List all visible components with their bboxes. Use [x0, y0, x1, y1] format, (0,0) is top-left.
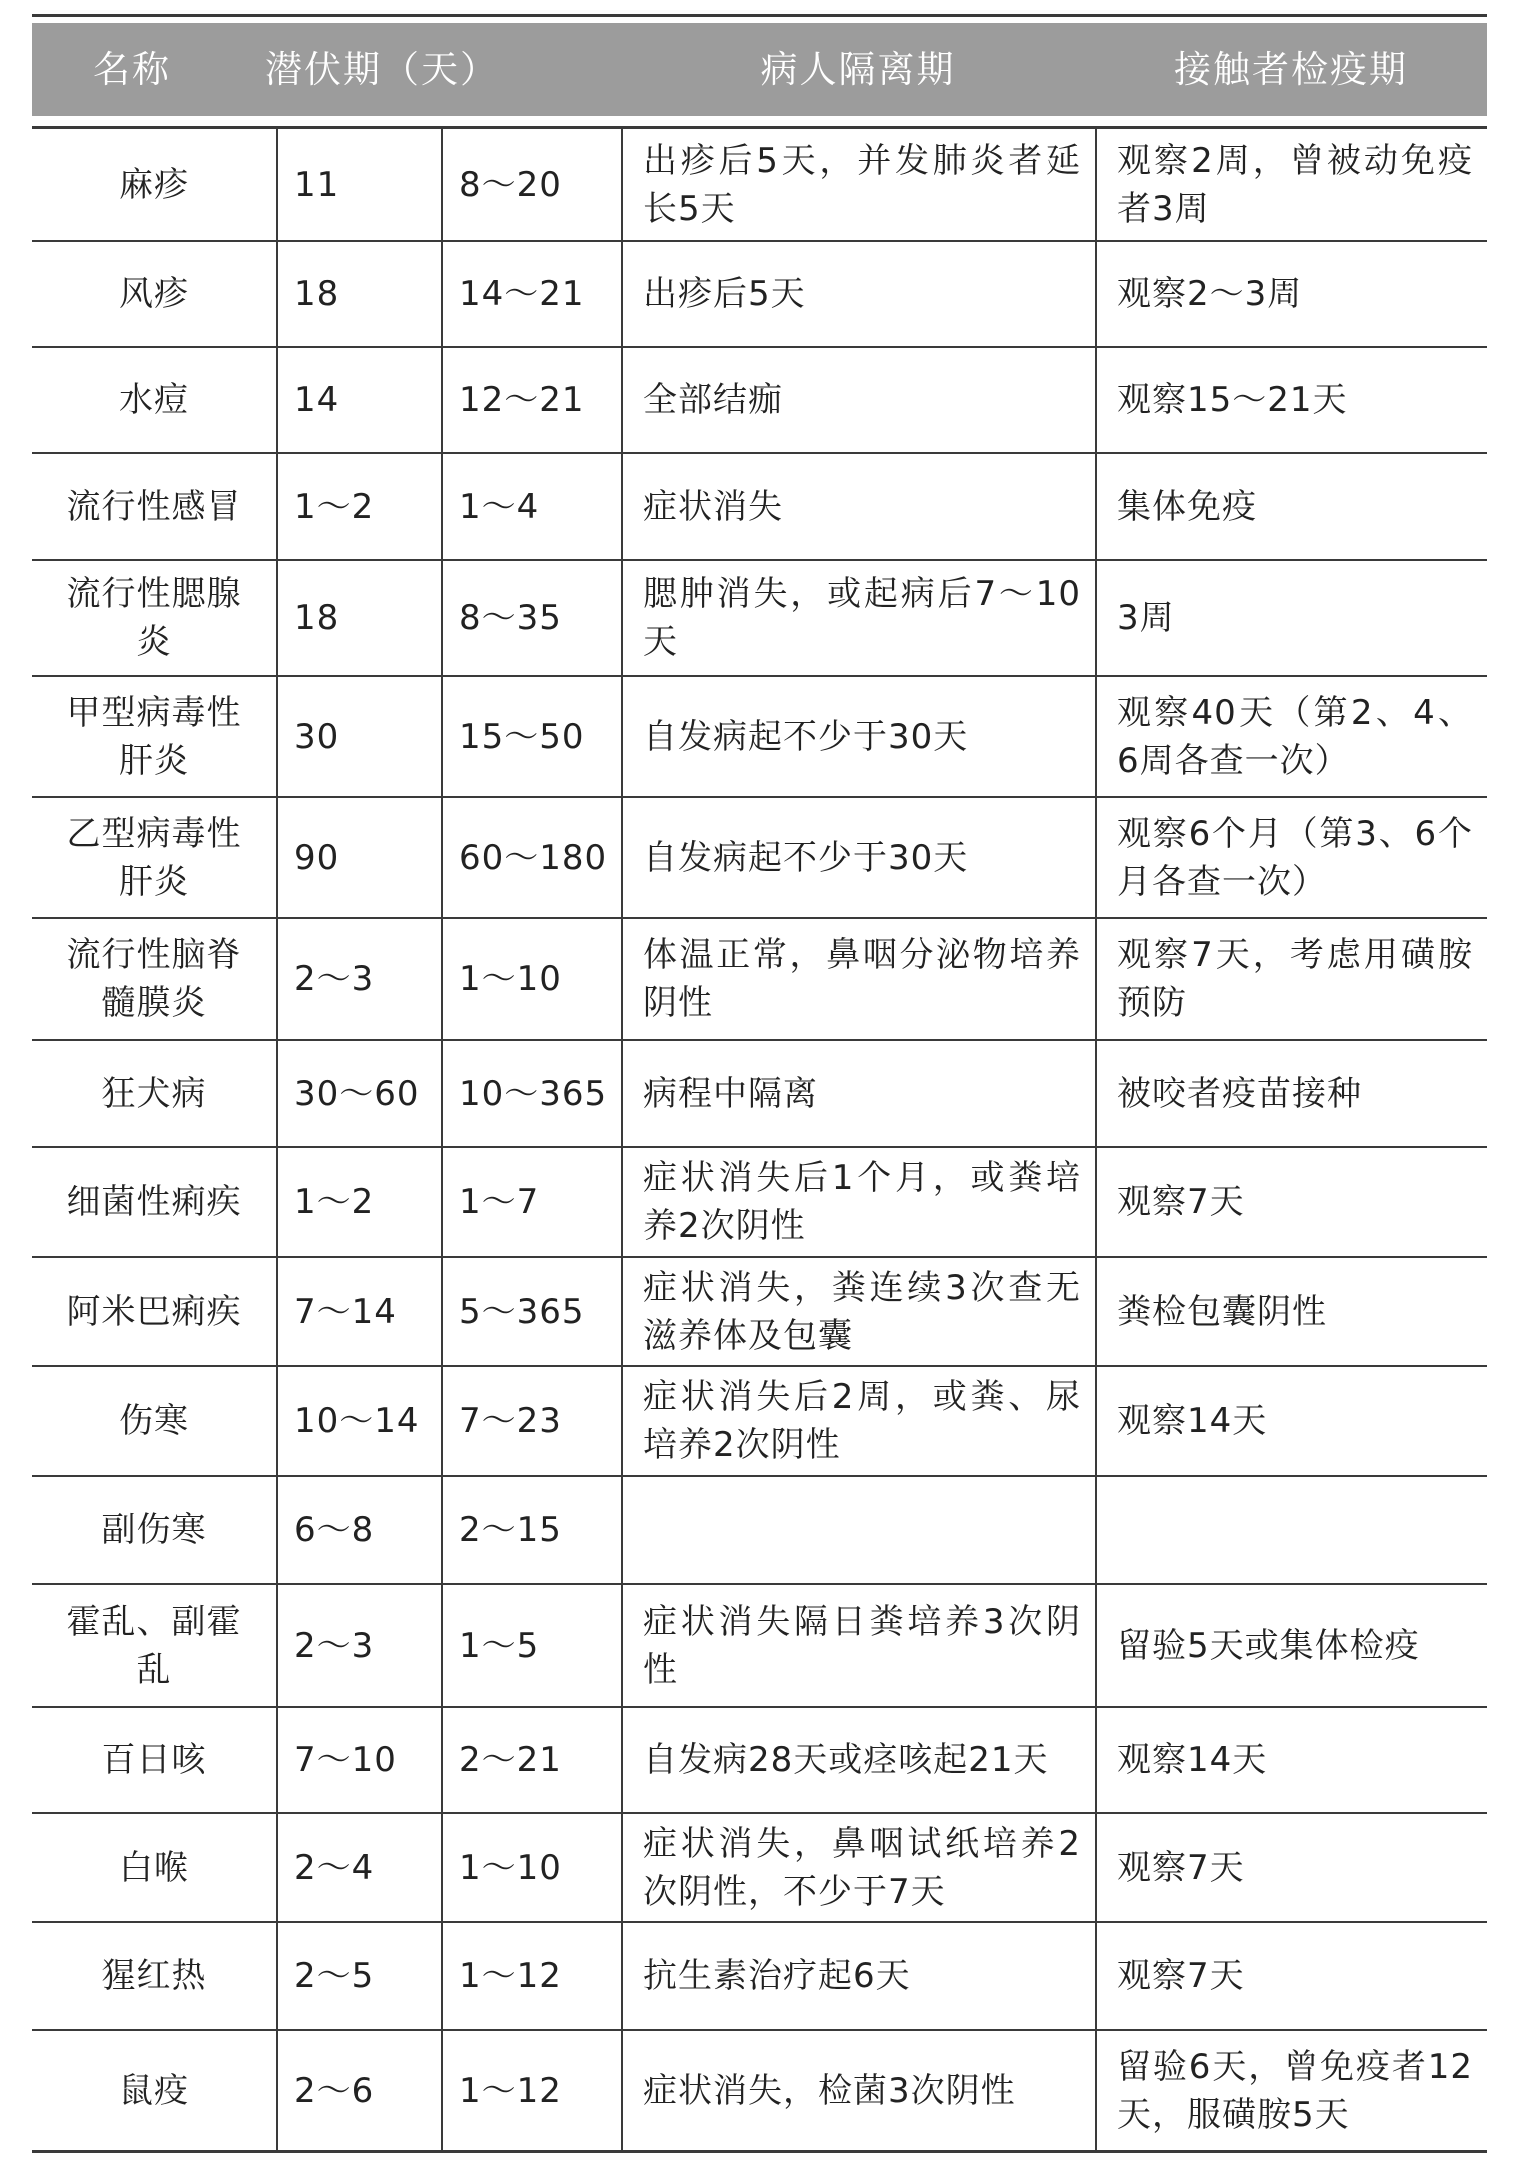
- cell-range: 8～20: [441, 129, 621, 240]
- cell-range: 10～365: [441, 1041, 621, 1146]
- cell-isolation: 症状消失后1个月，或粪培养2次阴性: [621, 1148, 1095, 1256]
- cell-quarantine: 观察7天: [1095, 1814, 1487, 1921]
- cell-isolation: 全部结痂: [621, 348, 1095, 452]
- cell-range: 14～21: [441, 242, 621, 346]
- table-body: [32, 129, 1487, 2153]
- cell-typical: 30: [276, 677, 441, 796]
- cell-quarantine: 观察7天: [1095, 1148, 1487, 1256]
- cell-isolation: [621, 1477, 1095, 1583]
- cell-isolation: 自发病28天或痉咳起21天: [621, 1708, 1095, 1812]
- cell-quarantine: 3周: [1095, 561, 1487, 675]
- cell-range: 5～365: [441, 1258, 621, 1365]
- table-row: [32, 1923, 1487, 2031]
- header-quarantine: 接触者检疫期: [1174, 48, 1408, 91]
- cell-isolation: 体温正常，鼻咽分泌物培养阴性: [621, 919, 1095, 1039]
- cell-typical: 7～14: [276, 1258, 441, 1365]
- table-row: [32, 1041, 1487, 1148]
- cell-quarantine: 观察15～21天: [1095, 348, 1487, 452]
- table-row: [32, 1585, 1487, 1708]
- cell-typical: 90: [276, 798, 441, 917]
- cell-quarantine: 观察6个月（第3、6个月各查一次）: [1095, 798, 1487, 917]
- cell-name: 水痘: [119, 380, 189, 420]
- cell-isolation: 出疹后5天，并发肺炎者延长5天: [621, 129, 1095, 240]
- table-row: [32, 348, 1487, 454]
- cell-quarantine: 观察2周，曾被动免疫者3周: [1095, 129, 1487, 240]
- cell-name: 乙型病毒性肝炎: [66, 813, 242, 902]
- cell-typical: 1～2: [276, 1148, 441, 1256]
- cell-typical: 7～10: [276, 1708, 441, 1812]
- cell-name: 白喉: [119, 1847, 189, 1888]
- cell-typical: 2～5: [276, 1923, 441, 2029]
- cell-isolation: 自发病起不少于30天: [621, 798, 1095, 917]
- cell-range: 2～15: [441, 1477, 621, 1583]
- table-row: [32, 1148, 1487, 1258]
- cell-quarantine: 留验6天，曾免疫者12天，服磺胺5天: [1095, 2031, 1487, 2150]
- cell-name: 流行性脑脊髓膜炎: [66, 935, 242, 1023]
- cell-range: 1～10: [441, 1814, 621, 1921]
- cell-isolation: 症状消失，检菌3次阴性: [621, 2031, 1095, 2150]
- table-row: [32, 1367, 1487, 1477]
- cell-name: 阿米巴痢疾: [66, 1291, 242, 1332]
- table-header: [32, 23, 1487, 116]
- header-isolation: 病人隔离期: [760, 48, 956, 91]
- cell-quarantine: 被咬者疫苗接种: [1095, 1041, 1487, 1146]
- cell-range: 60～180: [441, 798, 621, 917]
- cell-quarantine: 观察7天: [1095, 1923, 1487, 2029]
- cell-isolation: 病程中隔离: [621, 1041, 1095, 1146]
- cell-isolation: 症状消失后2周，或粪、尿培养2次阴性: [621, 1367, 1095, 1475]
- cell-quarantine: 粪检包囊阴性: [1095, 1258, 1487, 1365]
- cell-isolation: 症状消失，粪连续3次查无滋养体及包囊: [621, 1258, 1095, 1365]
- cell-name: 风疹: [119, 274, 189, 314]
- cell-quarantine: 留验5天或集体检疫: [1095, 1585, 1487, 1706]
- table-top-rule: [32, 14, 1487, 17]
- cell-isolation: 腮肿消失，或起病后7～10天: [621, 561, 1095, 675]
- cell-isolation: 症状消失，鼻咽试纸培养2次阴性，不少于7天: [621, 1814, 1095, 1921]
- cell-name: 细菌性痢疾: [66, 1182, 242, 1222]
- cell-range: 1～12: [441, 1923, 621, 2029]
- cell-name: 猩红热: [101, 1956, 207, 1996]
- cell-quarantine: 观察14天: [1095, 1708, 1487, 1812]
- table-row: [32, 1477, 1487, 1585]
- cell-name: 麻疹: [119, 164, 189, 205]
- table-row: [32, 1814, 1487, 1923]
- cell-name: 百日咳: [101, 1740, 207, 1780]
- cell-name: 鼠疫: [119, 2070, 189, 2111]
- cell-range: 2～21: [441, 1708, 621, 1812]
- table-row: [32, 454, 1487, 561]
- cell-typical: 10～14: [276, 1367, 441, 1475]
- cell-typical: 6～8: [276, 1477, 441, 1583]
- cell-isolation: 症状消失: [621, 454, 1095, 559]
- cell-typical: 18: [276, 242, 441, 346]
- cell-quarantine: 观察7天，考虑用磺胺预防: [1095, 919, 1487, 1039]
- cell-typical: 30～60: [276, 1041, 441, 1146]
- cell-name: 霍乱、副霍乱: [66, 1601, 242, 1690]
- table-row: [32, 1258, 1487, 1367]
- cell-range: 15～50: [441, 677, 621, 796]
- header-name: 名称: [93, 48, 171, 91]
- cell-name: 伤寒: [119, 1401, 189, 1441]
- cell-name: 流行性腮腺炎: [66, 574, 242, 662]
- cell-range: 1～10: [441, 919, 621, 1039]
- table-row: [32, 2031, 1487, 2153]
- cell-range: 8～35: [441, 561, 621, 675]
- cell-typical: 2～3: [276, 919, 441, 1039]
- cell-isolation: 症状消失隔日粪培养3次阴性: [621, 1585, 1095, 1706]
- cell-range: 1～4: [441, 454, 621, 559]
- cell-quarantine: 观察14天: [1095, 1367, 1487, 1475]
- cell-range: 1～5: [441, 1585, 621, 1706]
- cell-typical: 2～3: [276, 1585, 441, 1706]
- cell-range: 1～12: [441, 2031, 621, 2150]
- cell-name: 副伤寒: [101, 1510, 207, 1550]
- table-row: [32, 677, 1487, 798]
- cell-typical: 18: [276, 561, 441, 675]
- cell-quarantine: [1095, 1477, 1487, 1583]
- cell-quarantine: 集体免疫: [1095, 454, 1487, 559]
- cell-range: 7～23: [441, 1367, 621, 1475]
- cell-typical: 14: [276, 348, 441, 452]
- cell-quarantine: 观察2～3周: [1095, 242, 1487, 346]
- table-row: [32, 242, 1487, 348]
- table-row: [32, 129, 1487, 242]
- cell-isolation: 抗生素治疗起6天: [621, 1923, 1095, 2029]
- header-incubation: 潜伏期（天）: [265, 48, 499, 91]
- cell-isolation: 自发病起不少于30天: [621, 677, 1095, 796]
- cell-typical: 2～4: [276, 1814, 441, 1921]
- table-row: [32, 561, 1487, 677]
- cell-range: 1～7: [441, 1148, 621, 1256]
- cell-typical: 1～2: [276, 454, 441, 559]
- table-row: [32, 798, 1487, 919]
- cell-name: 流行性感冒: [66, 486, 242, 527]
- cell-name: 狂犬病: [101, 1073, 207, 1114]
- table-row: [32, 1708, 1487, 1814]
- cell-isolation: 出疹后5天: [621, 242, 1095, 346]
- cell-quarantine: 观察40天（第2、4、6周各查一次）: [1095, 677, 1487, 796]
- cell-typical: 2～6: [276, 2031, 441, 2150]
- table-row: [32, 919, 1487, 1041]
- cell-name: 甲型病毒性肝炎: [66, 692, 242, 781]
- cell-range: 12～21: [441, 348, 621, 452]
- cell-typical: 11: [276, 129, 441, 240]
